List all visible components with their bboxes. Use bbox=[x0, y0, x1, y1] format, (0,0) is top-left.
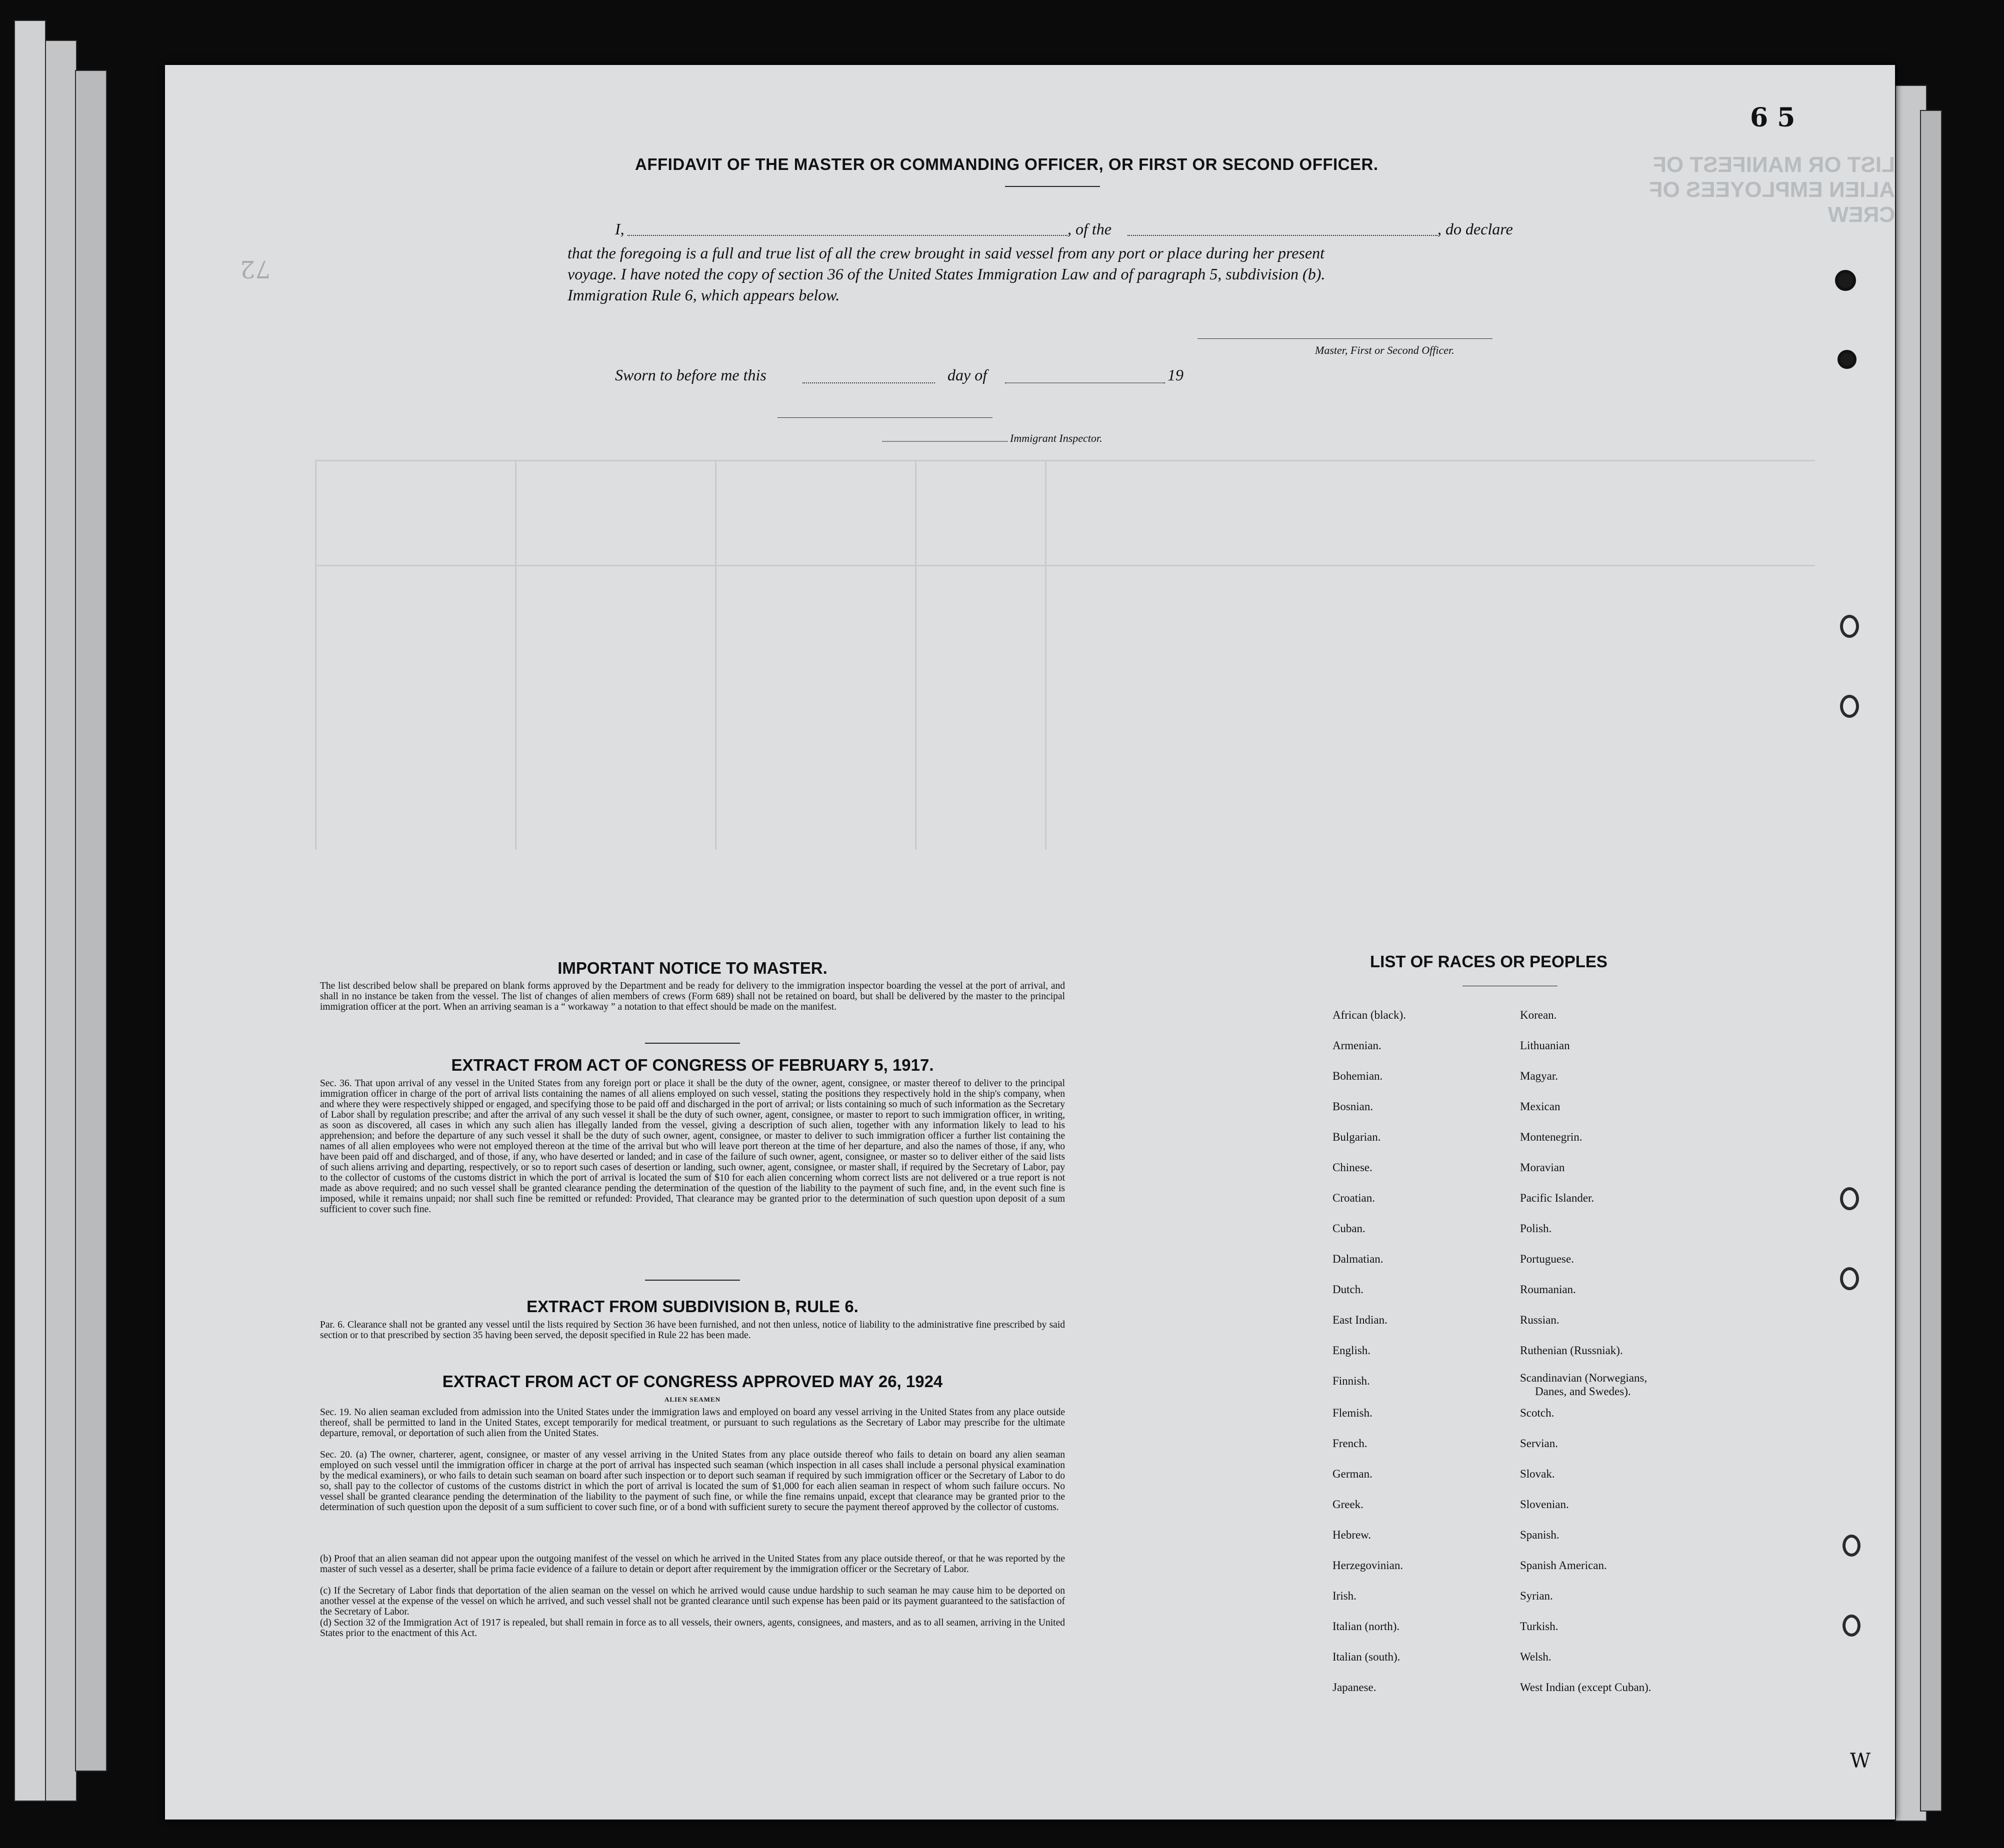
race-item: Greek. bbox=[1332, 1498, 1364, 1511]
affidavit-title: AFFIDAVIT OF THE MASTER OR COMMANDING OFFICER, OR FIRST OR SECOND OFFICER. bbox=[635, 155, 1378, 173]
year-prefix: 19 bbox=[1168, 366, 1184, 384]
race-item: Korean. bbox=[1520, 1009, 1557, 1021]
bleed-through-line bbox=[515, 460, 516, 850]
inspector-signature-blank[interactable] bbox=[778, 417, 992, 418]
race-item: Flemish. bbox=[1332, 1407, 1372, 1419]
day-of-label: day of bbox=[948, 366, 988, 384]
binder-strip bbox=[75, 70, 107, 1772]
sworn-day-blank[interactable] bbox=[802, 382, 935, 383]
race-item: French. bbox=[1332, 1437, 1368, 1450]
punch-hole bbox=[1838, 350, 1856, 369]
notice-text: The list described below shall be prepared on blank forms approved by the Department and be ready for delivery to the immigration inspector boarding the vessel at the port of arrival, and shall in no instance be taken from the vessel. The list of changes of alien members of crews (Form 689) shall not be retained on board, but shall be delivered by the master to the principal immigration officer at the port. When an arriving seaman is a “ workaway ” a notation to that effect should be made on the manifest. bbox=[320, 981, 1065, 1012]
race-item: German. bbox=[1332, 1468, 1372, 1480]
race-item: Russian. bbox=[1520, 1314, 1560, 1326]
race-item: Mexican bbox=[1520, 1100, 1560, 1113]
race-item: Ruthenian (Russniak). bbox=[1520, 1344, 1623, 1357]
race-item: Finnish. bbox=[1332, 1375, 1370, 1387]
section-divider bbox=[645, 1043, 740, 1044]
race-item: Hebrew. bbox=[1332, 1529, 1372, 1541]
punch-hole bbox=[1840, 1187, 1859, 1210]
of-the-label: , of the bbox=[1068, 220, 1112, 238]
rule6-title: EXTRACT FROM SUBDIVISION B, RULE 6. bbox=[526, 1297, 858, 1316]
race-item: West Indian (except Cuban). bbox=[1520, 1681, 1652, 1694]
extract-1924-p5: (d) Section 32 of the Immigration Act of 1917 is repealed, but shall remain in force as to all vessels, their owners, agents, consignees, and masters, and as to all seamen, arriving in the United States prior to the enactment of this Act. bbox=[320, 1618, 1065, 1639]
race-item: Croatian. bbox=[1332, 1192, 1375, 1204]
master-signature-blank[interactable] bbox=[1198, 338, 1492, 339]
extract-1917-text: Sec. 36. That upon arrival of any vessel in the United States from any foreign port or place it shall be the duty of the owner, agent, consignee, or master thereof to deliver to the principal immigration officer in charge of the port of arrival lists containing the names of all aliens employed on such vessel, stating the positions they respectively hold in the ship's company, when and where they were respectively shipped or engaged, and specifying those to be paid off and discharged in the port of arrival; or lists containing so much of such information as the Secretary of Labor shall by regulation prescribe; and after the arrival of any such vessel it shall be the duty of such owner, agent, consignee, or master to report to such immigration officer, in writing, as soon as discovered, all cases in which any such alien has illegally landed from the vessel, giving a description of such alien, together with any information likely to lead to his apprehension; and before the departure of any such vessel it shall be the duty of such owner, agent, consignee, or master to deliver to such immigration officer a further list containing the names of all alien employees who were not employed thereon at the time of the arrival but who will leave port thereon at the time of her departure, and also the names of those, if any, who have been paid off and discharged, and of those, if any, who have deserted or landed; and in case of the failure of such owner, agent, consignee, or master so to deliver either of the said lists of such aliens arriving and departing, respectively, or so to report such cases of desertion or landing, such owner, agent, consignee, or master shall, if required by the Secretary of Labor, pay to the collector of customs of the customs district in which the port of arrival is located the sum of $10 for each alien concerning whom correct lists are not delivered or a true report is not made as above required; and no such vessel shall be granted clearance pending the determination of the question of the liability to the payment of such fine, and, in the event such fine is imposed, while it remains unpaid; nor shall such fine be remitted or refunded: Provided, That clearance may be granted prior to the determination of such question upon deposit of a sum sufficient to cover such fine. bbox=[320, 1078, 1065, 1215]
race-item: Bulgarian. bbox=[1332, 1131, 1381, 1143]
vessel-blank[interactable] bbox=[1128, 235, 1438, 236]
race-item: Montenegrin. bbox=[1520, 1131, 1582, 1143]
affidavit-i-label: I, bbox=[615, 220, 624, 238]
punch-hole bbox=[1842, 1535, 1860, 1557]
affidavit-paragraph-l1: that the foregoing is a full and true list of all the crew brought in said vessel from any port or place during her present bbox=[568, 244, 1324, 262]
race-item: Servian. bbox=[1520, 1437, 1558, 1450]
declare-label: , do declare bbox=[1438, 220, 1513, 238]
bleed-through-line bbox=[315, 565, 1815, 566]
race-item: Slovenian. bbox=[1520, 1498, 1569, 1511]
race-item: Scandinavian (Norwegians, bbox=[1520, 1372, 1648, 1384]
race-item: Turkish. bbox=[1520, 1620, 1558, 1633]
race-item: Moravian bbox=[1520, 1161, 1565, 1174]
corner-mark: W bbox=[1850, 1750, 1871, 1773]
race-item: Chinese. bbox=[1332, 1161, 1372, 1174]
race-item: Danes, and Swedes). bbox=[1535, 1385, 1631, 1398]
extract-1924-p1: Sec. 19. No alien seaman excluded from admission into the United States under the immigration laws and employed on board any vessel arriving in the United States from any place outside thereof, shall be permitted to land in the United States, except temporarily for medical treatment, or pursuant to such regulations as the Secretary of Labor may prescribe for the ultimate departure, removal, or deportation of such alien from the United States. bbox=[320, 1407, 1065, 1439]
race-item: Pacific Islander. bbox=[1520, 1192, 1594, 1204]
extract-1917-title: EXTRACT FROM ACT OF CONGRESS OF FEBRUARY 5, 1917. bbox=[451, 1056, 934, 1074]
section-divider bbox=[645, 1280, 740, 1281]
name-blank[interactable] bbox=[628, 235, 1068, 236]
race-item: Spanish. bbox=[1520, 1529, 1560, 1541]
punch-hole bbox=[1840, 615, 1859, 638]
extract-1924-p2: Sec. 20. (a) The owner, charterer, agent, consignee, or master of any vessel arriving in the United States from any place outside thereof who fails to detain on board any alien seaman employed on such vessel until the immigration officer in charge at the port of arrival has inspected such seaman (which inspection in all cases shall include a personal physical examination by the medical examiners), or who fails to detain such seaman on board after such inspection or to deport such seaman if required by such immigration officer or the Secretary of Labor to do so, shall pay to the collector of customs of the customs district in which the port of arrival is located the sum of $1,000 for each alien seaman in respect of whom such failure occurs. No vessel shall be granted clearance pending the determination of the liability to the payment of such fine, or while the fine remains unpaid, except that clearance may be granted prior to the determination of such question upon the deposit of a sum sufficient to cover such fine, or of a bond with sufficient surety to secure the payment thereof approved by the collector of customs. bbox=[320, 1450, 1065, 1513]
page-edge bbox=[1920, 110, 1942, 1812]
race-item: Herzegovinian. bbox=[1332, 1559, 1404, 1572]
notice-title: IMPORTANT NOTICE TO MASTER. bbox=[558, 959, 828, 977]
bleed-through-line bbox=[1045, 460, 1046, 850]
race-item: Spanish American. bbox=[1520, 1559, 1607, 1572]
sworn-month-blank[interactable] bbox=[1005, 382, 1165, 383]
race-item: Portuguese. bbox=[1520, 1253, 1574, 1265]
affidavit-paragraph-l2: voyage. I have noted the copy of section 36 of the United States Immigration Law and of paragraph 5, subdivision (b). bbox=[568, 265, 1326, 283]
race-item: Dalmatian. bbox=[1332, 1253, 1384, 1265]
races-title: LIST OF RACES OR PEOPLES bbox=[1370, 952, 1608, 971]
bleed-through-line bbox=[315, 460, 316, 850]
master-signature-label: Master, First or Second Officer. bbox=[1315, 344, 1454, 356]
punch-hole bbox=[1842, 1615, 1860, 1637]
bleed-through-line bbox=[715, 460, 716, 850]
race-item: Dutch. bbox=[1332, 1283, 1364, 1296]
page-number-mark: 72 bbox=[240, 255, 271, 283]
alien-seamen-subtitle: ALIEN SEAMEN bbox=[664, 1396, 721, 1403]
punch-hole bbox=[1835, 270, 1856, 291]
race-item: Bohemian. bbox=[1332, 1070, 1383, 1082]
rule6-text: Par. 6. Clearance shall not be granted any vessel until the lists required by Section 36 have been furnished, and not then unless, notice of liability to the administrative fine prescribed by said section or to that prescribed by section 35 having been served, the deposit specified in Rule 22 has been made. bbox=[320, 1320, 1065, 1341]
affidavit-paragraph-l3: Immigration Rule 6, which appears below. bbox=[568, 286, 840, 304]
race-item: Polish. bbox=[1520, 1222, 1552, 1235]
race-item: English. bbox=[1332, 1344, 1371, 1357]
race-item: Irish. bbox=[1332, 1590, 1356, 1602]
bleed-through-line bbox=[315, 460, 1815, 461]
race-item: East Indian. bbox=[1332, 1314, 1388, 1326]
race-item: Cuban. bbox=[1332, 1222, 1366, 1235]
race-item: Italian (south). bbox=[1332, 1651, 1400, 1663]
stamp-mark: 6 5 bbox=[1750, 102, 1796, 133]
extract-1924-p3: (b) Proof that an alien seaman did not appear upon the outgoing manifest of the vessel on which he arrived in the United States from any place outside thereof, or that he was reported by the master of such vessel as a deserter, shall be prima facie evidence of a failure to detain or deport after requirement by the immigration officer or the Secretary of Labor. bbox=[320, 1554, 1065, 1575]
sworn-label: Sworn to before me this bbox=[615, 366, 766, 384]
bleed-through-header: LIST OR MANIFEST OF ALIEN EMPLOYEES OF CREW bbox=[1649, 152, 1895, 227]
inspector-label: Immigrant Inspector. bbox=[1010, 432, 1102, 444]
race-item: Lithuanian bbox=[1520, 1039, 1570, 1052]
race-item: Magyar. bbox=[1520, 1070, 1558, 1082]
punch-hole bbox=[1840, 695, 1859, 718]
race-item: Slovak. bbox=[1520, 1468, 1555, 1480]
punch-hole bbox=[1840, 1267, 1859, 1290]
race-item: Syrian. bbox=[1520, 1590, 1553, 1602]
extract-1924-title: EXTRACT FROM ACT OF CONGRESS APPROVED MAY 26, 1924 bbox=[442, 1372, 943, 1391]
race-item: Scotch. bbox=[1520, 1407, 1554, 1419]
inspector-leader bbox=[882, 441, 1008, 442]
extract-1924-p4: (c) If the Secretary of Labor finds that deportation of the alien seaman on the vessel on which he arrived would cause undue hardship to such seaman he may cause him to be deported on another vessel at the expense of the vessel on which he arrived, and such vessel shall not be granted clearance until such expense has been paid or its payment guaranteed to the satisfaction of the Secretary of Labor. bbox=[320, 1586, 1065, 1617]
binder-strip bbox=[45, 40, 77, 1802]
race-item: African (black). bbox=[1332, 1009, 1406, 1021]
title-underline bbox=[1005, 186, 1100, 187]
bleed-through-line bbox=[915, 460, 916, 850]
race-item: Italian (north). bbox=[1332, 1620, 1400, 1633]
binder-strip bbox=[14, 20, 46, 1802]
race-item: Welsh. bbox=[1520, 1651, 1552, 1663]
race-item: Bosnian. bbox=[1332, 1100, 1374, 1113]
race-item: Roumanian. bbox=[1520, 1283, 1576, 1296]
race-item: Japanese. bbox=[1332, 1681, 1376, 1694]
race-item: Armenian. bbox=[1332, 1039, 1382, 1052]
